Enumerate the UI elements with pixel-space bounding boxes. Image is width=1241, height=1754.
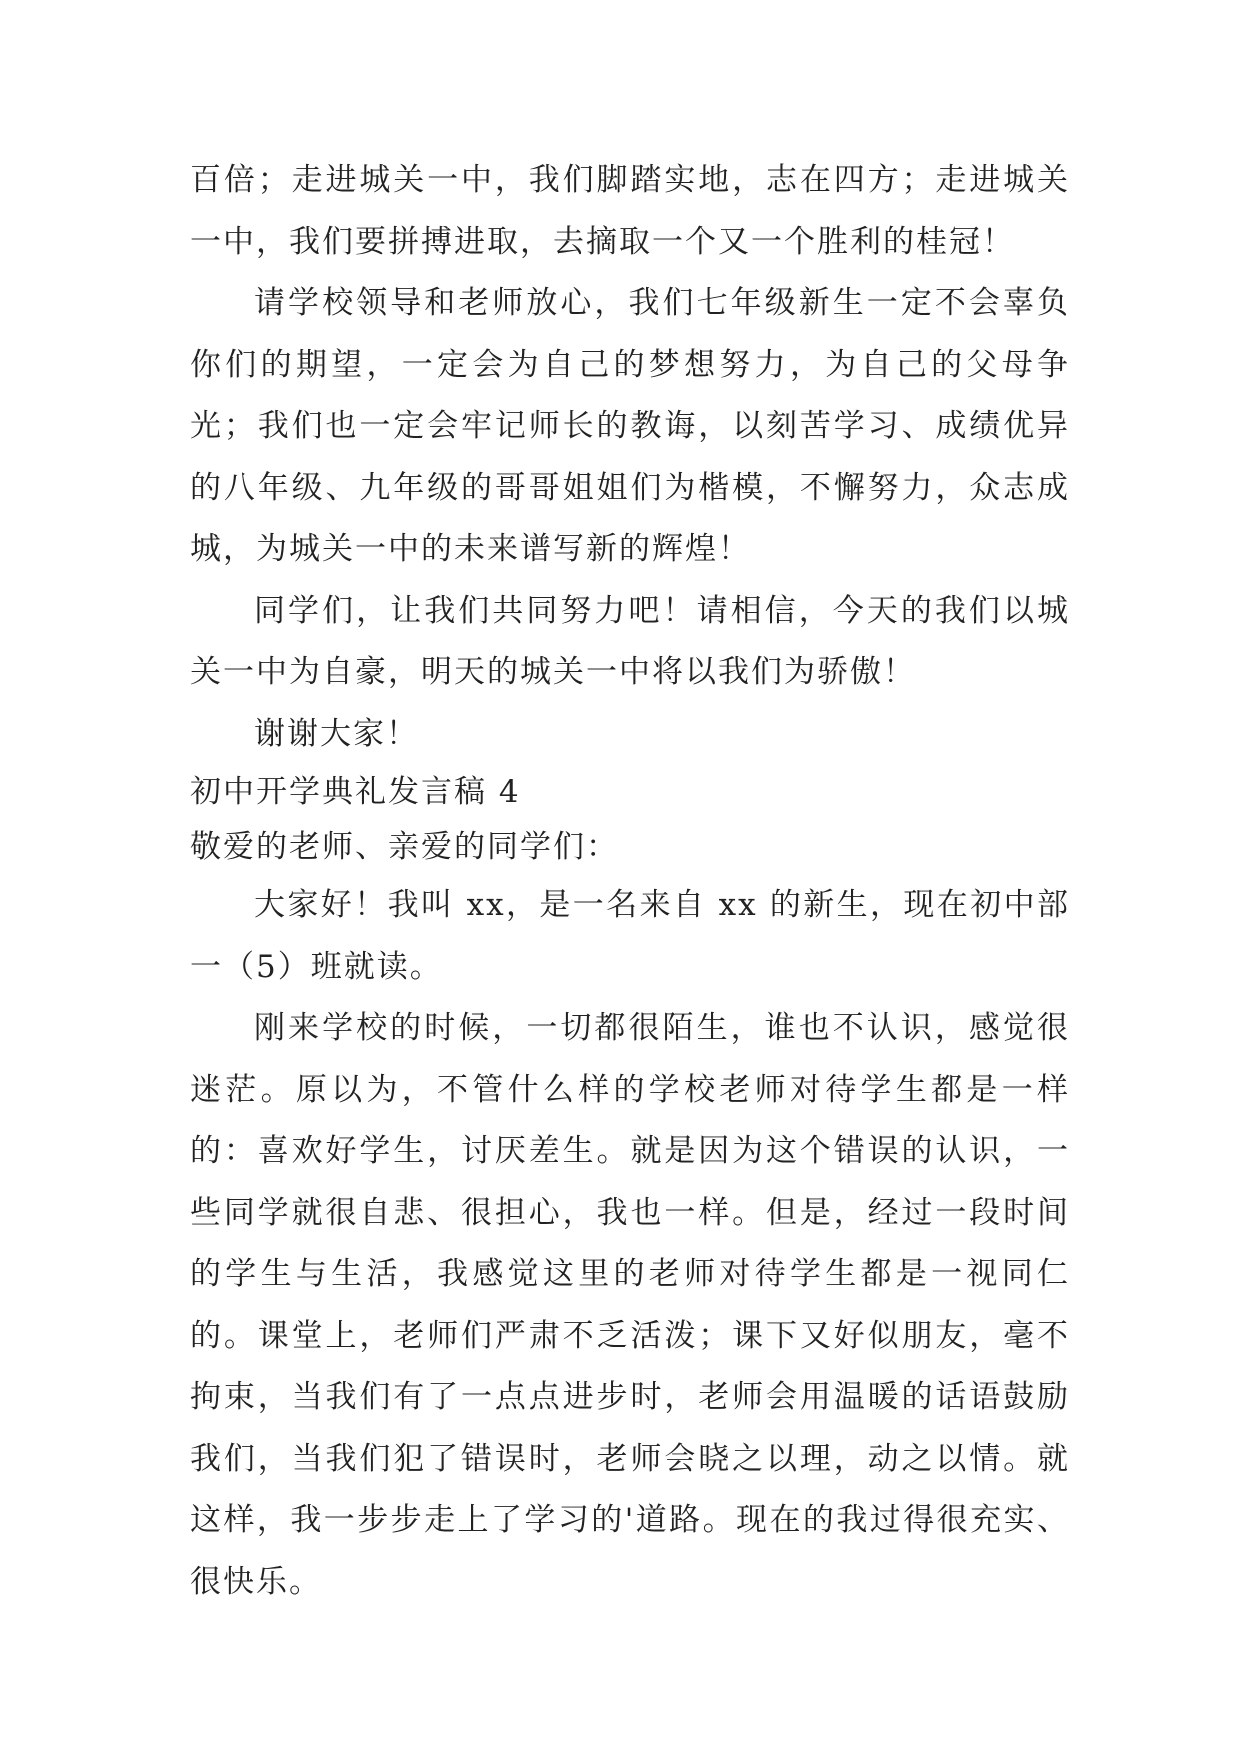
document-body	[190, 150, 1070, 1613]
paragraph-self-introduction: 大家好！我叫 xx，是一名来自 xx 的新生，现在初中部一（5）班就读。	[190, 887, 1070, 985]
section-title: 初中开学典礼发言稿 4	[190, 774, 521, 810]
paragraph-school-experience: 刚来学校的时候，一切都很陌生，谁也不认识，感觉很迷茫。原以为，不管什么样的学校老师对待学生都是一样的：喜欢好学生，讨厌差生。就是因为这个错误的认识，一些同学就很自悲、很担心，我也一样。但是，经过一段时间的学生与生活，我感觉这里的老师对待学生都是一视同仁的。课堂上，老师们严肃不乏活泼；课下又好似朋友，毫不拘束，当我们有了一点点进步时，老师会用温暖的话语鼓励我们，当我们犯了错误时，老师会晓之以理，动之以情。就这样，我一步步走上了学习的'道路。现在的我过得很充实、很快乐。	[190, 1010, 1070, 1600]
paragraph-call-to-action: 同学们，让我们共同努力吧！请相信，今天的我们以城关一中为自豪，明天的城关一中将以我们为骄傲！	[190, 592, 1070, 690]
paragraph-promise: 请学校领导和老师放心，我们七年级新生一定不会辜负你们的期望，一定会为自己的梦想努力，为自己的父母争光；我们也一定会牢记师长的教诲，以刻苦学习、成绩优异的八年级、九年级的哥哥姐姐们为楷模，不懈努力，众志成城，为城关一中的未来谱写新的辉煌！	[190, 285, 1070, 567]
paragraph-thanks: 谢谢大家！	[254, 715, 419, 752]
salutation: 敬爱的老师、亲爱的同学们：	[190, 829, 619, 865]
paragraph-school-pledge-end: 百倍；走进城关一中，我们脚踏实地，志在四方；走进城关一中，我们要拼搏进取，去摘取一个又一个胜利的桂冠！	[190, 162, 1070, 260]
